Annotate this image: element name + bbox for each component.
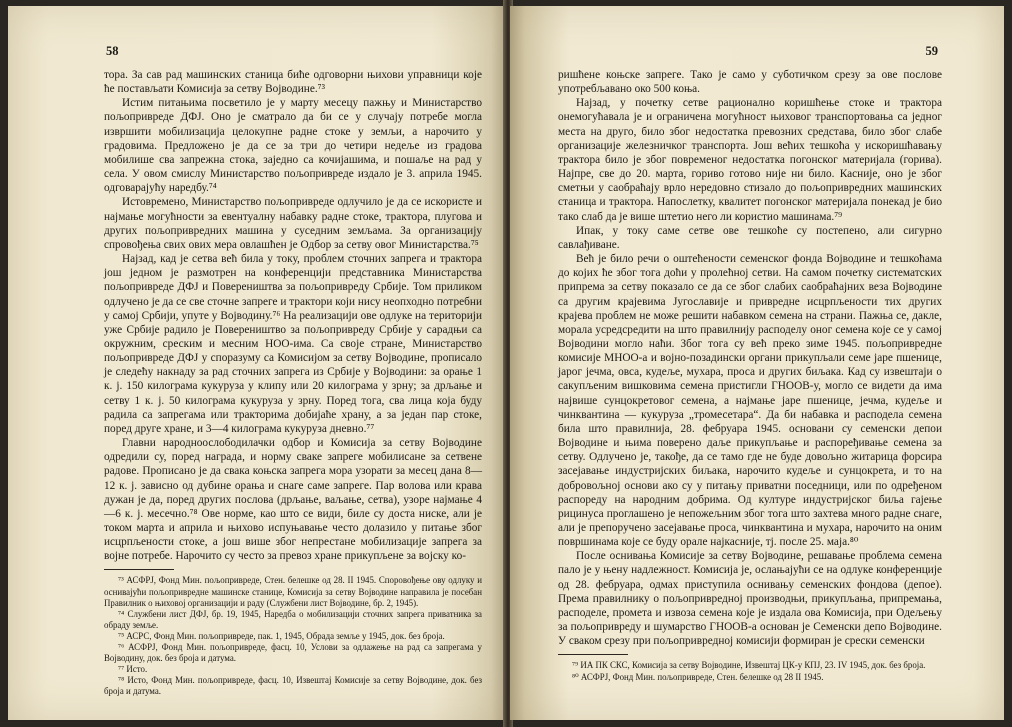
page-body xyxy=(558,68,942,683)
footnote: ⁷⁴ Службени лист ДФЈ, бр. 19, 1945, Наредба о мобилизацији сточних запрега приватника за обраду земље. xyxy=(104,608,482,630)
paragraph: Истовремено, Министарство пољопривреде одлучило је да се искористе и најмање могућности за евентуалну набавку радне стоке, трактора, плугова и других пољопривредних машина у суседним земљама. За организацију спровођења свих ових мера овлашћен је Одбор за сетву овог Министарства.⁷⁵ xyxy=(104,196,482,251)
footnote-divider xyxy=(104,569,174,570)
paragraph: Истим питањима посветило је у марту месецу пажњу и Министарство пољопривреде ДФЈ. Оно је сматрало да би се у случају потребе могла извршити мобилизација целокупне радне стоке у земљи, а нарочито у градовима. Предложено је да се за три до четири недеље из градова мобилише сва запрежна стока, заједно са кочијашима, и пошаље на рад у села. У овом смислу Министарство пољопривреде издало је 3. априла 1945. одговарајућу наредбу.⁷⁴ xyxy=(104,97,482,195)
paragraph: ришћене коњске запреге. Тако је само у суботичком срезу за ове послове употребљавано око 500 коња. xyxy=(558,69,942,96)
paragraph: тора. За сав рад машинских станица биће одговорни њихови управници које ће постављати Комисија за сетву Војводине.⁷³ xyxy=(104,69,482,96)
footnote: ⁷³ АСФРЈ, Фонд Мин. пољопривреде, Стен. белешке од 28. II 1945. Споровођење ову одлуку и оснивајући пољопривредне машинске станице, Комисија за сетву Војводине направила је посебан Правилник о њиховој организацији и раду (Службени лист Војводине, бр. 2, 1945). xyxy=(104,575,482,608)
left-page xyxy=(8,6,506,720)
paragraph: Најзад, кад је сетва већ била у току, проблем сточних запрега и трактора још једном је размотрен на конференцији представника Министарства пољопривреде ДФЈ и Повереништва за пољопривреду Србије. Том приликом одлучено је да се све сточне запреге и трактори који нису неопходно потребни у самој Србији, упуте у Војводину.⁷⁶ На реализацији ове одлуке на територији уже Србије радило је Повереништво за пољопривреду Србије у сарадњи са окружним, среским и месним НОО-има. Са своје стране, Министарство пољопривреде ДФЈ у споразуму са Комисијом за сетву Војводине, прописало је следећу накнаду за рад сточних запрега из Србије у Војводини: за орање 1 к. ј. 150 килограма кукуруза у клипу или 20 килограма у зрну; за дрљање и сетву 1 к. ј. 50 килограма кукуруза у зрну. Поред тога, сва лица која буду радила са запрегама или тракторима добијаће храну, а за један пар стоке, поред друге хране, и 3—4 килограма кукуруза дневно.⁷⁷ xyxy=(104,253,482,435)
footnote-divider xyxy=(558,654,628,655)
footnote: ⁷⁹ ИА ПК СКС, Комисија за сетву Војводине, Извештај ЦК-у КПЈ, 23. IV 1945, док. без броја. xyxy=(572,660,926,671)
paragraph: Ипак, у току саме сетве ове тешкоће су постепено, али сигурно савлађиване. xyxy=(558,224,942,251)
footnote: ⁸⁰ АСФРЈ, Фонд Мин. пољопривреде, Стен. белешке од 28 II 1945. xyxy=(572,671,824,682)
footnote: ⁷⁷ Исто. xyxy=(118,664,148,675)
page-body xyxy=(104,68,482,698)
page-number: 59 xyxy=(925,44,938,58)
paragraph: Главни народноослободилачки одбор и Комисија за сетву Војводине одредили су, поред награда, и норму сваке запреге мобилисане за сетвене радове. Прописано је да свака коњска запрега мора узорати за месец дана 8—12 к. ј. зависно од дубине орања и снаге саме запреге. Пар волова или крава дужан је да, поред других послова (дрљање, ваљање, сетва), узоре најмање 4—6 к. ј. месечно.⁷⁸ Ове норме, као што се види, биле су доста ниске, али је током марта и априла и њихово испуњавање често долазило у питање због исцрпљености стоке, а још више због непрестане мобилизације запрега за војне потребе. Нарочито су често за превоз хране прикупљене за војску ко- xyxy=(104,437,482,563)
footnotes xyxy=(558,660,942,682)
footnote: ⁷⁵ АСРС, Фонд Мин. пољопривреде, пак. 1, 1945, Обрада земље у 1945, док. без броја. xyxy=(118,630,445,641)
paragraph: Најзад, у почетку сетве рационално коришћење стоке и трактора онемогућавала је и ограничена могућност њиховог транспортовања са једног места на друго, било због недостатка превозних средстава, било због слабе организације железничког транспорта. Још већих тешкоћа у искоришћавању трактора било је због повременог недостатка погонског материјала (горива). Најпре, све до 20. марта, гориво готово није ни било. Касније, оно је због сметњи у саобраћају врло нередовно стизало до пољопривредних машинских станица и трактора. Напослетку, квалитет погонског материјала понекад је био тако слаб да је више штетио него ли користио машинама.⁷⁹ xyxy=(558,97,942,223)
footnotes xyxy=(104,575,482,697)
paragraph: Већ је било речи о оштећености семенског фонда Војводине и тешкоћама до којих ће због тога доћи у пролећној сетви. На самом почетку систематских припрема за сетву показало се да се због слабих саобраћајних веза Војводине са другим крајевима Југославије и привредне исцрпљености тих других крајева проблем не може решити набавком семена на страни. Пажња се, дакле, морала усредсредити на што правилнију расподелу оног семена које се у самој Војводини могло наћи. Због тога су већ преко зиме 1945. пољопривредне комисије МНОО-а и војно-позадински органи прикупљали семе јаре пшенице, јарог јечма, овса, кудеље, мухара, проса и других биљака. Кад су извештаји о сакупљеним вишковима семена пристигли ГНООВ-у, могло се видети да има највише сунцокретовог семена, а најмање јаре пшенице, јечма, кудеље и чинквантина — кукуруза „тромесетара“. Да би набавка и расподела семена била што правилнија, 28. фебруара 1945. основани су семенски депои Војводине и њима поверено даље прикупљање и распоређивање семена за сетву. Одлучено је, такође, да се тамо где не буде довољно житарица форсира засејавање индустријских биљака, нарочито кудеље и сунцокрета, и то на добровољној основи ако су у питању приватни поседници, или по одређеном распореду на народним добрима. Од културе индустријског биља гајење рицинуса проглашено је непожељним због тога што захтева много радне снаге, али је препоручено засејавање проса, чинквантина и мухара, нарочито на оним површинама које се буду орале најкасније, тј. после 25. маја.⁸⁰ xyxy=(558,253,942,549)
page-number: 58 xyxy=(106,44,119,58)
paragraph: После оснивања Комисије за сетву Војводине, решавање проблема семена пало је у њену надлежност. Комисија је, ослањајући се на одлуке конференције од 28. фебруара, одмах приступила оснивању семенских фондова (депое). Према правилнику о пољопривредној производњи, прикупљања, припремања, расподеле, промета и извоза семена које је издала ова Комисија, при Одељењу за пољопривреду и шумарство ГНООВ-а основан је Семенски депо Војводине. У сваком срезу при пољопривредној комисији формиран је среcки семенски xyxy=(558,550,942,648)
footnote: ⁷⁸ Исто, Фонд Мин. пољопривреде, фасц. 10, Извештај Комисије за сетву Војводине, док. без броја и датума. xyxy=(104,675,482,697)
footnote: ⁷⁶ АСФРЈ, Фонд Мин. пољопривреде, фасц. 10, Услови за одлажење на рад са запрегама у Војводину, док. без броја и датума. xyxy=(104,642,482,664)
right-page xyxy=(510,6,1004,720)
